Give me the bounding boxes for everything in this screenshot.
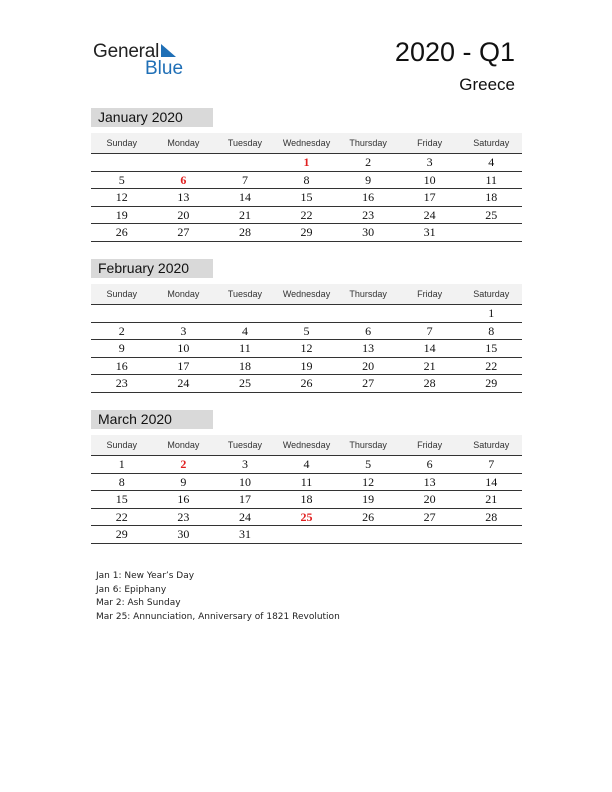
- week-row: [91, 374, 522, 393]
- weekday-label: Wednesday: [282, 289, 331, 299]
- month-name: February 2020: [91, 259, 213, 278]
- date-cell: 27: [423, 509, 436, 524]
- weekday-label: Sunday: [106, 289, 138, 299]
- weekday-label: Sunday: [106, 440, 138, 450]
- logo-word-general: General: [93, 41, 160, 62]
- week-row: [91, 473, 522, 491]
- date-cell: 2: [118, 323, 125, 338]
- week-row: [91, 508, 522, 526]
- date-cell: 1: [303, 155, 310, 169]
- date-cell: 14: [423, 341, 436, 355]
- holiday-note: Mar 2: Ash Sunday: [96, 598, 181, 608]
- holiday-note: Jan 1: New Year’s Day: [96, 571, 195, 581]
- date-cell: 19: [300, 358, 313, 373]
- date-cell: 28: [423, 376, 436, 390]
- date-cell: 21: [485, 492, 498, 506]
- date-cell: 9: [180, 474, 187, 489]
- date-cell: 25: [238, 376, 251, 390]
- date-cell: 20: [423, 492, 436, 506]
- weekday-label: Saturday: [473, 289, 510, 299]
- date-cell: 22: [115, 509, 128, 524]
- weekday-label: Wednesday: [282, 440, 331, 450]
- date-cell: [276, 305, 338, 322]
- date-cell: 24: [177, 376, 190, 390]
- date-cell: 11: [300, 474, 313, 489]
- date-cell: 11: [239, 341, 251, 355]
- logo-word-blue: Blue: [145, 58, 184, 79]
- week-row: [91, 455, 522, 473]
- weekday-label: Tuesday: [227, 440, 263, 450]
- date-cell: 13: [423, 474, 436, 489]
- weekday-label: Wednesday: [282, 138, 331, 148]
- date-cell: 31: [238, 527, 251, 541]
- date-cell: 16: [177, 492, 190, 506]
- date-cell: 15: [115, 492, 128, 506]
- date-cell: 25: [485, 207, 498, 222]
- week-row: [91, 304, 522, 322]
- date-cell: [399, 305, 461, 322]
- date-cell: 25: [300, 509, 313, 524]
- date-cell: 19: [115, 207, 128, 222]
- date-cell: 14: [238, 190, 251, 204]
- week-row: [91, 525, 522, 544]
- date-cell: 23: [177, 509, 190, 524]
- date-cell: [214, 305, 276, 322]
- date-cell: 6: [365, 323, 372, 338]
- week-row: [91, 357, 522, 375]
- date-cell: 4: [303, 457, 310, 471]
- weekday-label: Thursday: [349, 440, 387, 450]
- date-cell: [460, 526, 522, 543]
- date-cell: 28: [485, 509, 498, 524]
- page-title: 2020 - Q1: [394, 37, 515, 67]
- date-cell: 27: [177, 225, 190, 239]
- date-cell: 27: [362, 376, 375, 390]
- date-cell: 18: [485, 190, 498, 204]
- date-cell: 22: [485, 358, 498, 373]
- month-name: March 2020: [91, 410, 213, 429]
- date-cell: [91, 154, 153, 171]
- week-row: [91, 171, 522, 189]
- weekday-label: Friday: [417, 138, 443, 148]
- date-cell: 5: [365, 457, 372, 471]
- date-cell: 17: [238, 492, 251, 506]
- date-cell: 10: [423, 172, 436, 187]
- date-cell: 9: [118, 341, 125, 355]
- date-cell: 29: [115, 527, 128, 541]
- date-cell: 23: [362, 207, 375, 222]
- date-cell: 17: [423, 190, 436, 204]
- date-cell: [337, 305, 399, 322]
- date-cell: 29: [300, 225, 313, 239]
- date-cell: 12: [300, 341, 313, 355]
- date-cell: 26: [115, 225, 128, 239]
- weekday-header: [91, 435, 522, 455]
- date-grid: [91, 304, 522, 393]
- date-cell: [214, 154, 276, 171]
- date-cell: 26: [362, 509, 375, 524]
- weekday-label: Sunday: [106, 138, 138, 148]
- date-cell: 21: [238, 207, 251, 222]
- weekday-label: Friday: [417, 289, 443, 299]
- date-cell: 30: [177, 527, 190, 541]
- date-cell: [153, 154, 215, 171]
- date-cell: 16: [115, 358, 128, 373]
- month-march: [91, 410, 522, 544]
- date-cell: [460, 224, 522, 241]
- date-cell: 24: [238, 509, 251, 524]
- date-cell: 31: [423, 225, 436, 239]
- date-cell: [399, 526, 461, 543]
- week-row: [91, 206, 522, 224]
- date-cell: 28: [238, 225, 251, 239]
- date-cell: 11: [485, 172, 498, 187]
- date-cell: 13: [362, 341, 375, 355]
- date-cell: 8: [303, 172, 310, 187]
- date-cell: 3: [241, 457, 248, 471]
- weekday-label: Monday: [167, 138, 200, 148]
- date-cell: 17: [177, 358, 190, 373]
- weekday-label: Tuesday: [227, 289, 263, 299]
- weekday-label: Friday: [417, 440, 443, 450]
- date-cell: 6: [180, 172, 187, 187]
- date-cell: 7: [241, 172, 248, 187]
- month-january: [91, 108, 522, 242]
- date-cell: [91, 305, 153, 322]
- date-cell: 1: [488, 306, 495, 320]
- date-grid: [91, 153, 522, 242]
- weekday-label: Monday: [167, 440, 200, 450]
- weekday-header: [91, 133, 522, 153]
- date-cell: 20: [362, 358, 375, 373]
- holiday-note: Mar 25: Annunciation, Anniversary of 1821 Revolution: [96, 611, 340, 622]
- holiday-notes: [96, 570, 340, 624]
- date-cell: 3: [426, 155, 433, 169]
- date-cell: 20: [177, 207, 190, 222]
- date-cell: 29: [485, 376, 498, 390]
- date-cell: 13: [177, 190, 190, 204]
- weekday-label: Saturday: [473, 440, 510, 450]
- weekday-label: Tuesday: [227, 138, 263, 148]
- week-row: [91, 223, 522, 242]
- date-cell: 18: [300, 492, 313, 506]
- date-cell: 24: [423, 207, 436, 222]
- country-name: Greece: [459, 75, 515, 94]
- week-row: [91, 188, 522, 206]
- date-cell: 5: [303, 323, 310, 338]
- date-cell: 14: [485, 474, 498, 489]
- weekday-label: Thursday: [349, 138, 387, 148]
- week-row: [91, 153, 522, 171]
- date-cell: 12: [362, 474, 375, 489]
- date-cell: 22: [300, 207, 313, 222]
- date-grid: [91, 455, 522, 544]
- date-cell: 5: [118, 172, 125, 187]
- week-row: [91, 490, 522, 508]
- date-cell: 30: [362, 225, 375, 239]
- month-name: January 2020: [91, 108, 213, 127]
- date-cell: [276, 526, 338, 543]
- logo-flag-icon: [161, 42, 177, 58]
- weekday-header: [91, 284, 522, 304]
- week-row: [91, 339, 522, 357]
- holiday-note: Jan 6: Epiphany: [96, 584, 167, 595]
- date-cell: 12: [115, 190, 128, 204]
- date-cell: 16: [362, 190, 375, 204]
- date-cell: 15: [300, 190, 313, 204]
- date-cell: 7: [426, 323, 433, 338]
- date-cell: 1: [118, 457, 125, 471]
- date-cell: 23: [115, 376, 128, 390]
- month-february: [91, 259, 522, 393]
- date-cell: 4: [241, 323, 248, 338]
- date-cell: 2: [180, 457, 187, 471]
- date-cell: 10: [177, 341, 190, 355]
- date-cell: 21: [423, 358, 436, 373]
- date-cell: 18: [238, 358, 251, 373]
- weekday-label: Monday: [167, 289, 200, 299]
- date-cell: 9: [365, 172, 372, 187]
- date-cell: 4: [488, 155, 495, 169]
- date-cell: 2: [365, 155, 372, 169]
- date-cell: 15: [485, 341, 498, 355]
- date-cell: [337, 526, 399, 543]
- date-cell: 19: [362, 492, 375, 506]
- date-cell: 6: [426, 457, 433, 471]
- date-cell: 10: [238, 474, 251, 489]
- date-cell: 8: [488, 323, 495, 338]
- date-cell: 3: [180, 323, 187, 338]
- weekday-label: Saturday: [473, 138, 510, 148]
- date-cell: [153, 305, 215, 322]
- brand-logo: [93, 41, 203, 81]
- date-cell: 26: [300, 376, 313, 390]
- date-cell: 8: [118, 474, 125, 489]
- date-cell: 7: [488, 457, 495, 471]
- weekday-label: Thursday: [349, 289, 387, 299]
- week-row: [91, 322, 522, 340]
